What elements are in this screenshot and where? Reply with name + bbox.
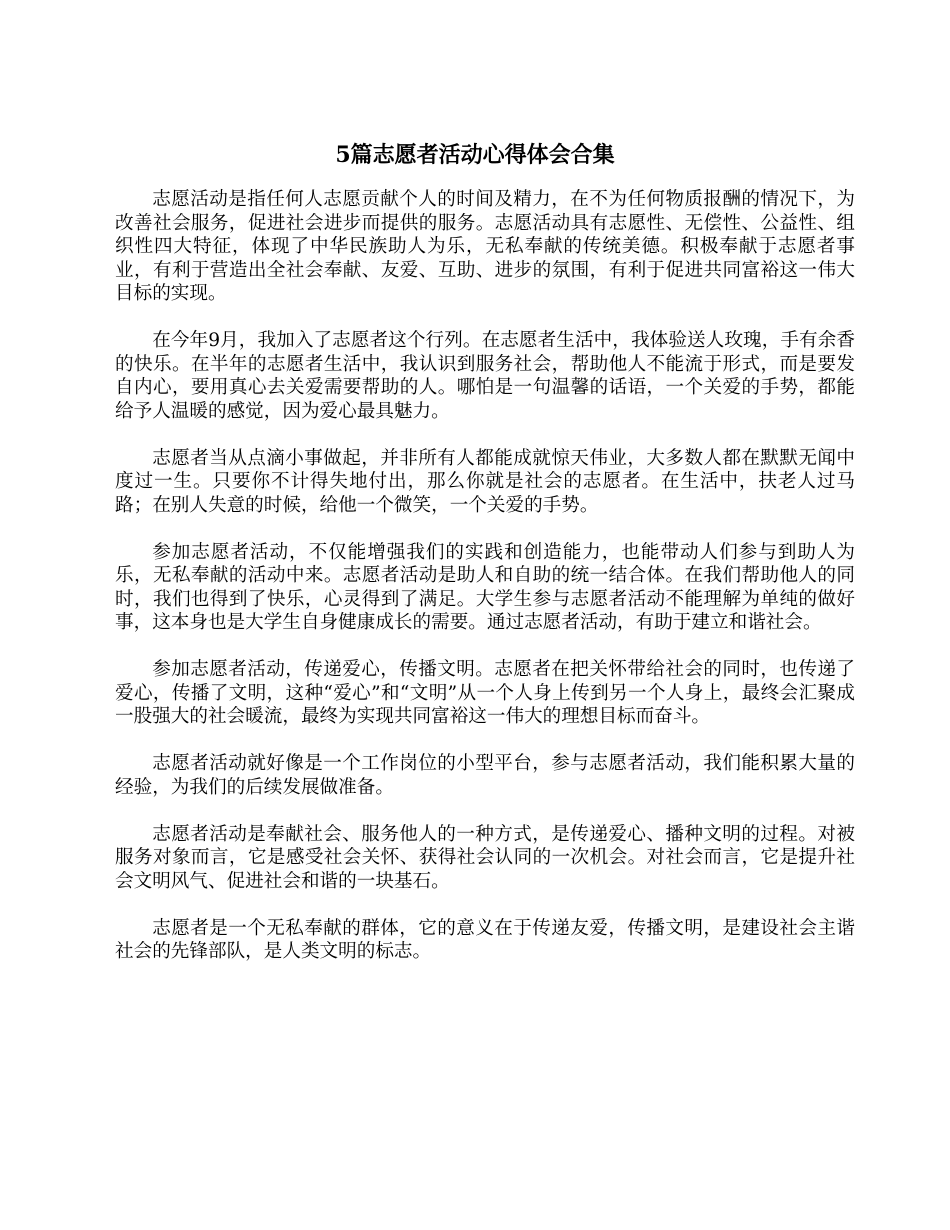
paragraph-8: 志愿者是一个无私奉献的群体，它的意义在于传递友爱，传播文明，是建设社会主谐社会的先锋部队，是人类文明的标志。 <box>115 917 855 962</box>
document-title: 5篇志愿者活动心得体会合集 <box>335 142 615 168</box>
paragraph-5: 参加志愿者活动，传递爱心，传播文明。志愿者在把关怀带给社会的同时，也传递了爱心，传播了文明，这种“爱心”和“文明”从一个人身上传到另一个人身上，最终会汇聚成一股强大的社会暖流，最终为实现共同富裕这一伟大的理想目标而奋斗。 <box>115 659 855 727</box>
paragraph-4: 参加志愿者活动，不仅能增强我们的实践和创造能力，也能带动人们参与到助人为乐，无私奉献的活动中来。志愿者活动是助人和自助的统一结合体。在我们帮助他人的同时，我们也得到了快乐，心灵得到了满足。大学生参与志愿者活动不能理解为单纯的做好事，这本身也是大学生自身健康成长的需要。通过志愿者活动，有助于建立和谐社会。 <box>115 541 855 633</box>
paragraph-3: 志愿者当从点滴小事做起，并非所有人都能成就惊天伟业，大多数人都在默默无闻中度过一生。只要你不计得失地付出，那么你就是社会的志愿者。在生活中，扶老人过马路；在别人失意的时候，给他一个微笑，一个关爱的手势。 <box>115 447 855 516</box>
paragraph-6: 志愿者活动就好像是一个工作岗位的小型平台，参与志愿者活动，我们能积累大量的经验，为我们的后续发展做准备。 <box>115 753 855 798</box>
paragraph-1: 志愿活动是指任何人志愿贡献个人的时间及精力，在不为任何物质报酬的情况下，为改善社会服务，促进社会进步而提供的服务。志愿活动具有志愿性、无偿性、公益性、组织性四大特征，体现了中华民族助人为乐，无私奉献的传统美德。积极奉献于志愿者事业，有利于营造出全社会奉献、友爱、互助、进步的氛围，有利于促进共同富裕这一伟大目标的实现。 <box>115 189 855 304</box>
document-body <box>115 188 855 987</box>
paragraph-2: 在今年9月，我加入了志愿者这个行列。在志愿者生活中，我体验送人玫瑰，手有余香的快乐。在半年的志愿者生活中，我认识到服务社会，帮助他人不能流于形式，而是要发自内心，要用真心去关爱需要帮助的人。哪怕是一句温馨的话语，一个关爱的手势，都能给予人温暖的感觉，因为爱心最具魅力。 <box>115 330 855 422</box>
paragraph-7: 志愿者活动是奉献社会、服务他人的一种方式，是传递爱心、播种文明的过程。对被服务对象而言，它是感受社会关怀、获得社会认同的一次机会。对社会而言，它是提升社会文明风气、促进社会和谐的一块基石。 <box>115 823 855 892</box>
